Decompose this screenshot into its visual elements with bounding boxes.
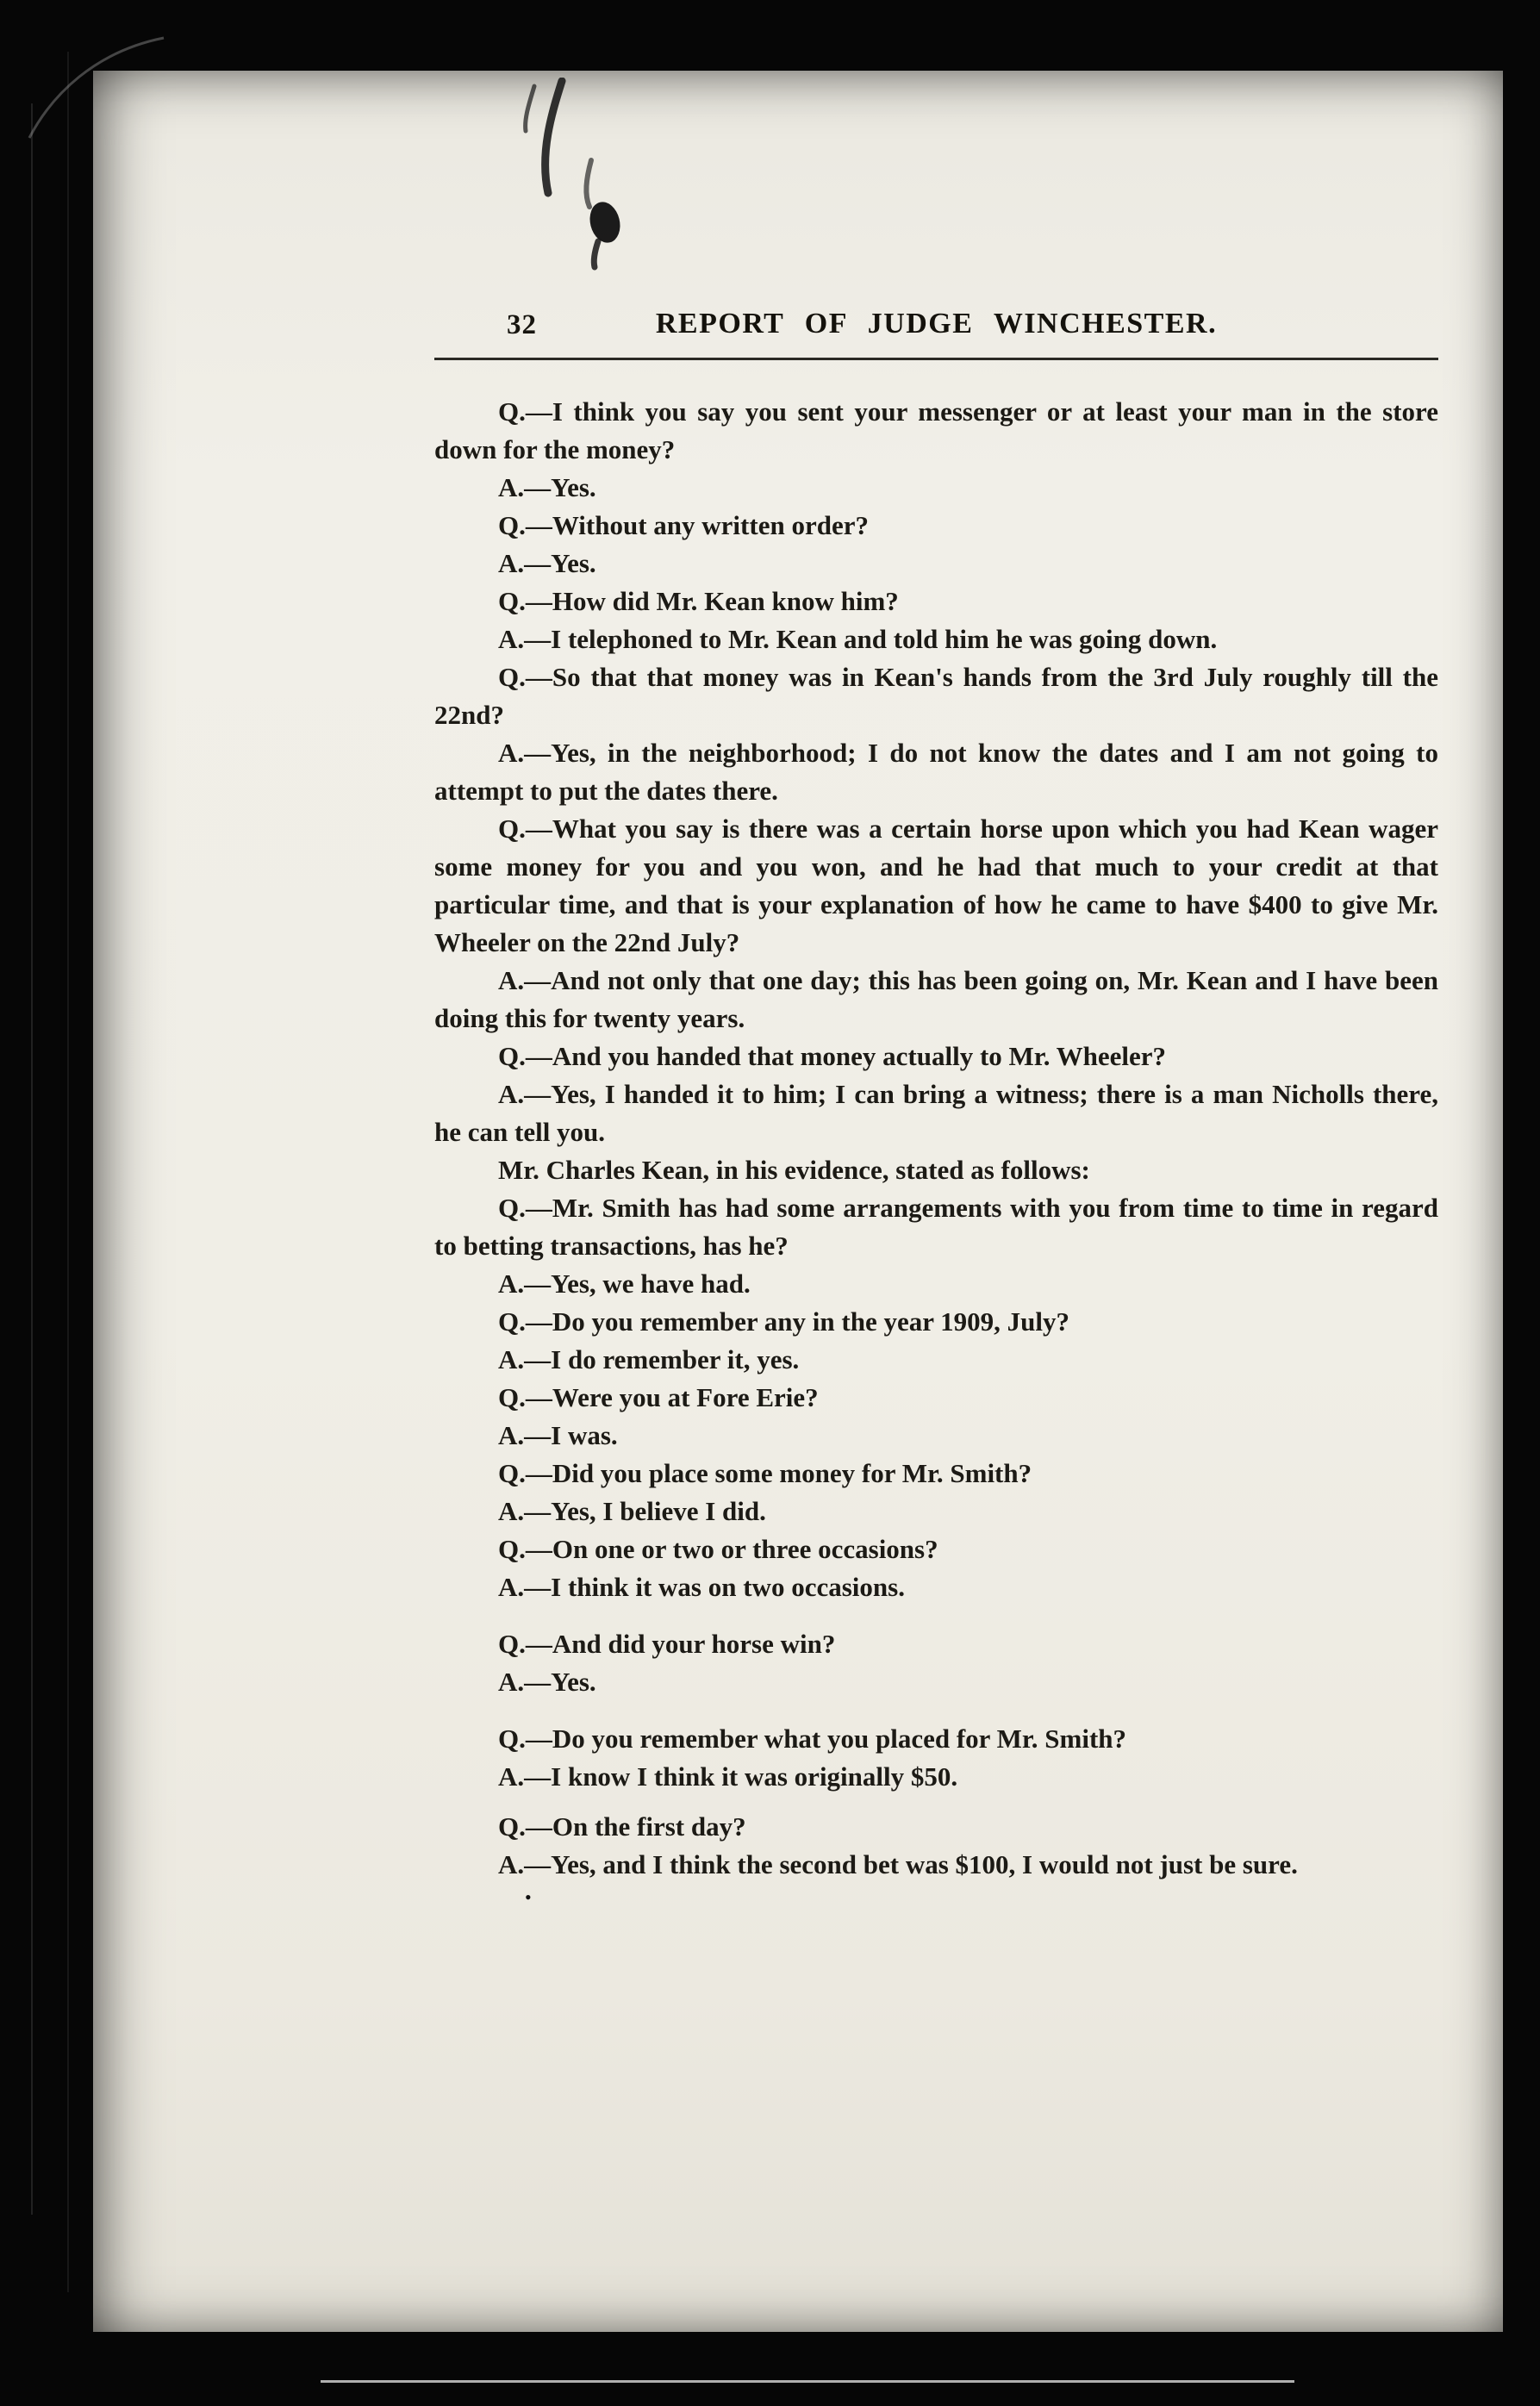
qa-paragraph: A.—I do remember it, yes. [498,1344,800,1374]
qa-paragraph: Q.—So that that money was in Kean's hands from the 3rd July roughly till the 22nd? [434,662,1438,730]
qa-paragraph: A.—I was. [498,1420,618,1450]
qa-paragraph: Q.—And did your horse win? [498,1629,836,1659]
qa-paragraph: Q.—What you say is there was a certain horse upon which you had Kean wager some money for you and you won, and he had that much to your credit at that particular time, and that is your explanation of how he came to have $400 to give Mr. Wheeler on the 22nd July? [434,813,1438,957]
qa-paragraph: A.—I think it was on two occasions. [498,1572,905,1602]
qa-paragraph: Q.—I think you say you sent your messenger or at least your man in the store down for the money? [434,396,1438,464]
page-content [434,308,1438,1906]
qa-paragraph: Q.—Mr. Smith has had some arrangements with you from time to time in regard to betting transactions, has he? [434,1193,1438,1261]
stray-ink-dot: • [525,1886,532,1908]
qa-paragraph: A.—And not only that one day; this has been going on, Mr. Kean and I have been doing this for twenty years. [434,965,1438,1033]
qa-paragraph: Q.—And you handed that money actually to Mr. Wheeler? [498,1041,1167,1071]
qa-paragraph: Q.—Without any written order? [498,510,869,540]
qa-paragraph: A.—Yes, we have had. [498,1268,751,1299]
page-number: 32 [507,309,537,340]
qa-paragraph: A.—I telephoned to Mr. Kean and told him he was going down. [498,624,1218,654]
qa-paragraph: Q.—Do you remember any in the year 1909, July? [498,1306,1070,1337]
qa-paragraph: Q.—Do you remember what you placed for Mr. Smith? [498,1723,1127,1754]
scan-artifact-line [321,2380,1294,2383]
narrative-paragraph: Mr. Charles Kean, in his evidence, stated as follows: [498,1155,1090,1185]
film-scratch-line [67,52,69,2292]
film-scratch-line [31,103,33,2215]
page-title: REPORT OF JUDGE WINCHESTER. [655,308,1218,340]
header-rule [434,358,1438,360]
transcript-body [434,393,1438,1906]
qa-paragraph: A.—Yes, in the neighborhood; I do not know the dates and I am not going to attempt to put the dates there. [434,738,1438,806]
qa-paragraph: A.—Yes. [498,472,596,502]
qa-paragraph: Q.—How did Mr. Kean know him? [498,586,899,616]
qa-paragraph: Q.—Did you place some money for Mr. Smith? [498,1458,1032,1488]
page-header [434,308,1438,347]
qa-paragraph: Q.—On the first day? [498,1811,746,1842]
qa-paragraph: A.—I know I think it was originally $50. [498,1761,958,1792]
qa-paragraph: A.—Yes, I handed it to him; I can bring a witness; there is a man Nicholls there, he can tell you. [434,1079,1438,1147]
document-page [93,71,1503,2332]
qa-paragraph: Q.—Were you at Fore Erie? [498,1382,819,1412]
qa-paragraph: Q.—On one or two or three occasions? [498,1534,938,1564]
qa-paragraph: A.—Yes. [498,548,596,578]
qa-paragraph: A.—Yes, and I think the second bet was $100, I would not just be sure. [498,1849,1298,1879]
qa-paragraph: A.—Yes, I believe I did. [498,1496,766,1526]
qa-paragraph: A.—Yes. [498,1667,596,1697]
